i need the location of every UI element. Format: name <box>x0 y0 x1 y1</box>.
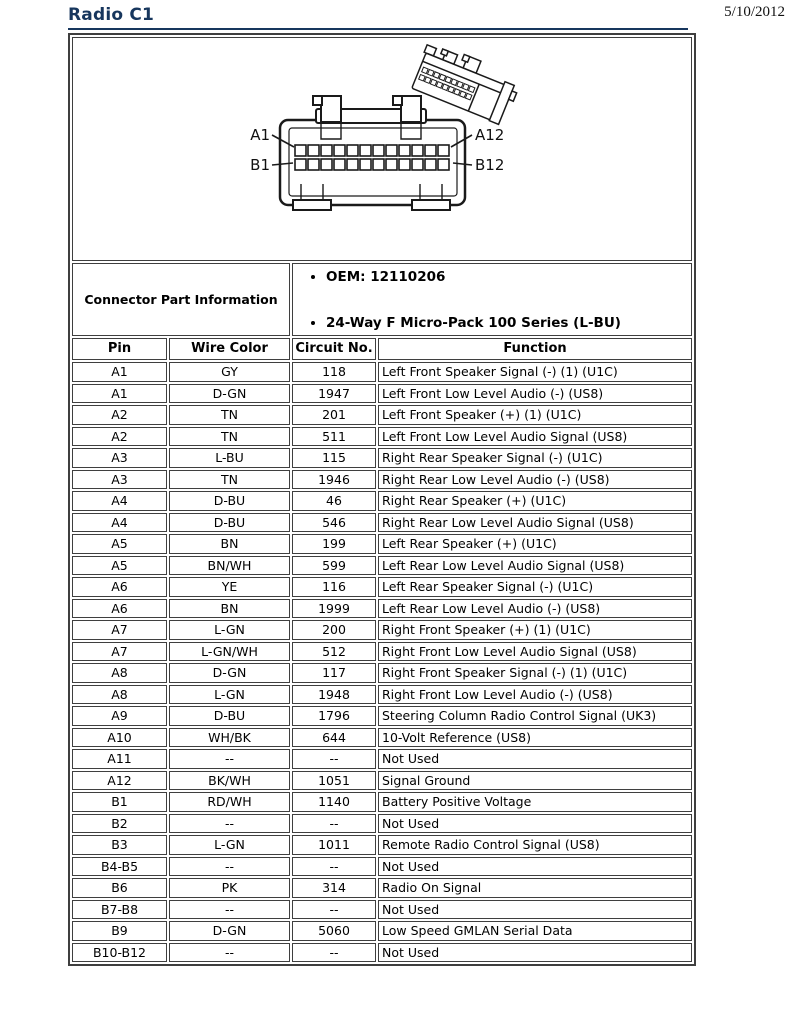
wire-color-cell: D-GN <box>169 921 290 941</box>
circuit-no-cell: 314 <box>292 878 376 898</box>
table-row <box>72 792 692 812</box>
wire-color-cell: L-GN <box>169 685 290 705</box>
pin-cell: B9 <box>72 921 167 941</box>
circuit-no-cell: 116 <box>292 577 376 597</box>
function-cell: Right Front Speaker Signal (-) (1) (U1C) <box>378 663 692 683</box>
table-row <box>72 814 692 834</box>
function-cell: Low Speed GMLAN Serial Data <box>378 921 692 941</box>
wire-color-cell: -- <box>169 943 290 963</box>
pin-cell: A3 <box>72 448 167 468</box>
pin-label-b1: B1 <box>250 156 270 174</box>
circuit-no-cell: 1946 <box>292 470 376 490</box>
pin-cell: A1 <box>72 384 167 404</box>
pin-table-header-row <box>72 338 692 360</box>
pin-cell: B2 <box>72 814 167 834</box>
pin-cell: A11 <box>72 749 167 769</box>
wire-color-cell: -- <box>169 900 290 920</box>
wire-color-cell: D-BU <box>169 491 290 511</box>
pin-cell: B10-B12 <box>72 943 167 963</box>
part-info-bullets-cell <box>292 263 692 336</box>
pin-cell: A4 <box>72 491 167 511</box>
wire-color-cell: D-GN <box>169 384 290 404</box>
table-row <box>72 577 692 597</box>
wire-color-cell: D-GN <box>169 663 290 683</box>
circuit-no-cell: 46 <box>292 491 376 511</box>
title-bar <box>68 5 688 30</box>
table-row <box>72 620 692 640</box>
table-row <box>72 921 692 941</box>
circuit-no-cell: 1948 <box>292 685 376 705</box>
function-cell: Not Used <box>378 814 692 834</box>
pin-label-b12: B12 <box>475 156 505 174</box>
function-cell: Right Rear Low Level Audio (-) (US8) <box>378 470 692 490</box>
function-cell: Steering Column Radio Control Signal (UK3) <box>378 706 692 726</box>
column-header-function: Function <box>378 338 692 360</box>
function-cell: Right Rear Low Level Audio Signal (US8) <box>378 513 692 533</box>
wire-color-cell: TN <box>169 427 290 447</box>
circuit-no-cell: 546 <box>292 513 376 533</box>
table-row <box>72 556 692 576</box>
circuit-no-cell: -- <box>292 900 376 920</box>
wire-color-cell: L-GN <box>169 835 290 855</box>
function-cell: Right Front Low Level Audio (-) (US8) <box>378 685 692 705</box>
pin-cell: A3 <box>72 470 167 490</box>
function-cell: Left Rear Speaker Signal (-) (U1C) <box>378 577 692 597</box>
wire-color-cell: WH/BK <box>169 728 290 748</box>
circuit-no-cell: 201 <box>292 405 376 425</box>
wire-color-cell: GY <box>169 362 290 382</box>
table-row <box>72 685 692 705</box>
page-date: 5/10/2012 <box>724 4 785 20</box>
wire-color-cell: L-GN <box>169 620 290 640</box>
table-row <box>72 599 692 619</box>
table-row <box>72 642 692 662</box>
table-row <box>72 663 692 683</box>
pin-table-body <box>72 362 692 962</box>
table-row <box>72 943 692 963</box>
part-info-bullet: • OEM: 12110206 <box>326 269 688 286</box>
circuit-no-cell: -- <box>292 749 376 769</box>
circuit-no-cell: 5060 <box>292 921 376 941</box>
connector-front-view <box>250 96 504 210</box>
pin-cell: A6 <box>72 577 167 597</box>
circuit-no-cell: 1796 <box>292 706 376 726</box>
wire-color-cell: YE <box>169 577 290 597</box>
wire-color-cell: -- <box>169 857 290 877</box>
pin-cell: A9 <box>72 706 167 726</box>
circuit-no-cell: -- <box>292 814 376 834</box>
function-cell: Left Front Low Level Audio (-) (US8) <box>378 384 692 404</box>
page-title: Radio C1 <box>68 5 155 25</box>
table-row <box>72 470 692 490</box>
part-info-row <box>72 263 692 336</box>
circuit-no-cell: 115 <box>292 448 376 468</box>
table-row <box>72 405 692 425</box>
function-cell: Radio On Signal <box>378 878 692 898</box>
function-cell: Battery Positive Voltage <box>378 792 692 812</box>
function-cell: Not Used <box>378 943 692 963</box>
part-info-bullets <box>326 269 688 332</box>
function-cell: Right Front Low Level Audio Signal (US8) <box>378 642 692 662</box>
table-row <box>72 384 692 404</box>
function-cell: Right Rear Speaker (+) (U1C) <box>378 491 692 511</box>
function-cell: Right Rear Speaker Signal (-) (U1C) <box>378 448 692 468</box>
function-cell: Left Front Low Level Audio Signal (US8) <box>378 427 692 447</box>
connector-diagram <box>76 39 688 259</box>
wire-color-cell: -- <box>169 749 290 769</box>
wire-color-cell: PK <box>169 878 290 898</box>
connector-diagram-cell <box>72 37 692 261</box>
part-info-label: Connector Part Information <box>72 263 290 336</box>
circuit-no-cell: 512 <box>292 642 376 662</box>
column-header-pin: Pin <box>72 338 167 360</box>
table-row <box>72 835 692 855</box>
circuit-no-cell: 118 <box>292 362 376 382</box>
table-row <box>72 728 692 748</box>
pin-cell: B3 <box>72 835 167 855</box>
circuit-no-cell: -- <box>292 857 376 877</box>
pin-cell: B1 <box>72 792 167 812</box>
wire-color-cell: D-BU <box>169 706 290 726</box>
pin-cell: B4-B5 <box>72 857 167 877</box>
function-cell: Right Front Speaker (+) (1) (U1C) <box>378 620 692 640</box>
table-row <box>72 706 692 726</box>
circuit-no-cell: 200 <box>292 620 376 640</box>
circuit-no-cell: 1011 <box>292 835 376 855</box>
wire-color-cell: TN <box>169 470 290 490</box>
function-cell: Not Used <box>378 900 692 920</box>
wire-color-cell: BN <box>169 534 290 554</box>
circuit-no-cell: -- <box>292 943 376 963</box>
function-cell: Left Rear Low Level Audio (-) (US8) <box>378 599 692 619</box>
wire-color-cell: RD/WH <box>169 792 290 812</box>
pin-label-a12: A12 <box>475 126 505 144</box>
table-row <box>72 491 692 511</box>
pin-cell: A6 <box>72 599 167 619</box>
table-row <box>72 513 692 533</box>
table-row <box>72 900 692 920</box>
pin-cell: A2 <box>72 427 167 447</box>
pin-cell: A10 <box>72 728 167 748</box>
pin-cell: A8 <box>72 663 167 683</box>
pin-label-a1: A1 <box>250 126 270 144</box>
circuit-no-cell: 1999 <box>292 599 376 619</box>
column-header-wire-color: Wire Color <box>169 338 290 360</box>
pin-cell: A1 <box>72 362 167 382</box>
column-header-circuit-no: Circuit No. <box>292 338 376 360</box>
wire-color-cell: L-BU <box>169 448 290 468</box>
pin-cell: A12 <box>72 771 167 791</box>
pin-cell: A7 <box>72 620 167 640</box>
wire-color-cell: BN/WH <box>169 556 290 576</box>
function-cell: Left Front Speaker (+) (1) (U1C) <box>378 405 692 425</box>
circuit-no-cell: 1140 <box>292 792 376 812</box>
pin-cell: A8 <box>72 685 167 705</box>
wire-color-cell: -- <box>169 814 290 834</box>
pin-cell: A4 <box>72 513 167 533</box>
table-row <box>72 362 692 382</box>
table-row <box>72 771 692 791</box>
circuit-no-cell: 644 <box>292 728 376 748</box>
table-row <box>72 427 692 447</box>
part-info-bullet: • 24-Way F Micro-Pack 100 Series (L-BU) <box>326 315 688 332</box>
diagram-row <box>72 37 692 261</box>
pin-cell: B7-B8 <box>72 900 167 920</box>
pin-cell: A7 <box>72 642 167 662</box>
function-cell: Remote Radio Control Signal (US8) <box>378 835 692 855</box>
pin-cell: B6 <box>72 878 167 898</box>
wire-color-cell: TN <box>169 405 290 425</box>
function-cell: Left Rear Speaker (+) (U1C) <box>378 534 692 554</box>
circuit-no-cell: 199 <box>292 534 376 554</box>
wire-color-cell: L-GN/WH <box>169 642 290 662</box>
table-row <box>72 749 692 769</box>
wire-color-cell: BN <box>169 599 290 619</box>
circuit-no-cell: 511 <box>292 427 376 447</box>
function-cell: Left Rear Low Level Audio Signal (US8) <box>378 556 692 576</box>
table-row <box>72 534 692 554</box>
pin-cell: A5 <box>72 534 167 554</box>
circuit-no-cell: 1051 <box>292 771 376 791</box>
circuit-no-cell: 1947 <box>292 384 376 404</box>
pin-cell: A2 <box>72 405 167 425</box>
table-row <box>72 878 692 898</box>
function-cell: Not Used <box>378 857 692 877</box>
table-row <box>72 857 692 877</box>
table-row <box>72 448 692 468</box>
circuit-no-cell: 117 <box>292 663 376 683</box>
wire-color-cell: BK/WH <box>169 771 290 791</box>
function-cell: Left Front Speaker Signal (-) (1) (U1C) <box>378 362 692 382</box>
circuit-no-cell: 599 <box>292 556 376 576</box>
function-cell: 10-Volt Reference (US8) <box>378 728 692 748</box>
pin-cell: A5 <box>72 556 167 576</box>
wire-color-cell: D-BU <box>169 513 290 533</box>
function-cell: Not Used <box>378 749 692 769</box>
connector-info-table <box>68 33 696 966</box>
function-cell: Signal Ground <box>378 771 692 791</box>
document-content <box>68 0 688 966</box>
